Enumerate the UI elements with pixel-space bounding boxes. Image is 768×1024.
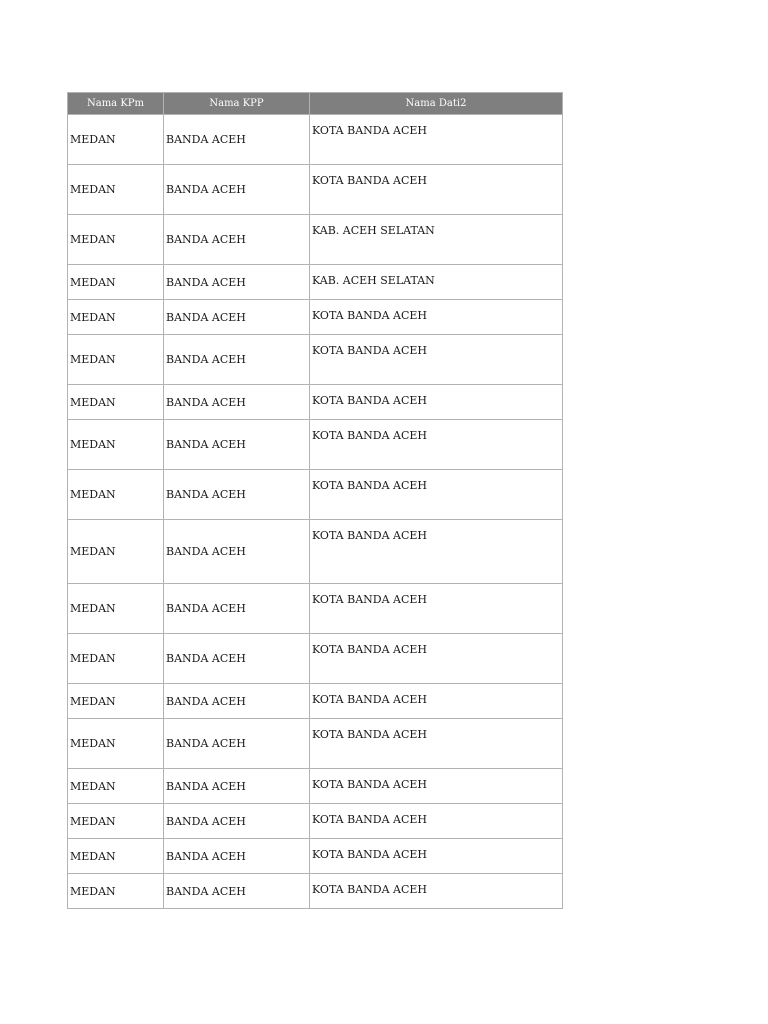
cell-nama-kpp: BANDA ACEH [164, 335, 310, 385]
cell-nama-kpp: BANDA ACEH [164, 584, 310, 634]
cell-nama-kpp: BANDA ACEH [164, 300, 310, 335]
cell-nama-kpm: MEDAN [68, 470, 164, 520]
cell-nama-kpm: MEDAN [68, 874, 164, 909]
cell-nama-kpm: MEDAN [68, 804, 164, 839]
cell-nama-kpm: MEDAN [68, 385, 164, 420]
cell-nama-kpm: MEDAN [68, 300, 164, 335]
cell-nama-dati2: KOTA BANDA ACEH [310, 684, 563, 719]
table-row [68, 420, 563, 470]
table-row [68, 769, 563, 804]
cell-nama-dati2: KOTA BANDA ACEH [310, 115, 563, 165]
cell-nama-dati2: KOTA BANDA ACEH [310, 769, 563, 804]
cell-nama-dati2: KOTA BANDA ACEH [310, 719, 563, 769]
cell-nama-kpp: BANDA ACEH [164, 874, 310, 909]
cell-nama-kpm: MEDAN [68, 115, 164, 165]
cell-nama-dati2: KOTA BANDA ACEH [310, 300, 563, 335]
table-row [68, 520, 563, 584]
table-row [68, 470, 563, 520]
tax-office-table [67, 92, 563, 909]
cell-nama-kpp: BANDA ACEH [164, 839, 310, 874]
cell-nama-dati2: KOTA BANDA ACEH [310, 165, 563, 215]
table-row [68, 115, 563, 165]
cell-nama-dati2: KOTA BANDA ACEH [310, 804, 563, 839]
cell-nama-kpp: BANDA ACEH [164, 634, 310, 684]
table-row [68, 804, 563, 839]
cell-nama-dati2: KOTA BANDA ACEH [310, 520, 563, 584]
table-row [68, 165, 563, 215]
header-nama-kpp: Nama KPP [164, 93, 310, 115]
table-row [68, 634, 563, 684]
header-nama-kpm: Nama KPm [68, 93, 164, 115]
cell-nama-dati2: KAB. ACEH SELATAN [310, 265, 563, 300]
table-row [68, 385, 563, 420]
cell-nama-kpm: MEDAN [68, 584, 164, 634]
cell-nama-dati2: KOTA BANDA ACEH [310, 584, 563, 634]
cell-nama-kpm: MEDAN [68, 420, 164, 470]
cell-nama-kpp: BANDA ACEH [164, 115, 310, 165]
cell-nama-kpm: MEDAN [68, 215, 164, 265]
cell-nama-kpp: BANDA ACEH [164, 520, 310, 584]
cell-nama-kpp: BANDA ACEH [164, 215, 310, 265]
cell-nama-dati2: KOTA BANDA ACEH [310, 470, 563, 520]
table-row [68, 265, 563, 300]
table-body [68, 115, 563, 909]
cell-nama-kpp: BANDA ACEH [164, 804, 310, 839]
table-row [68, 684, 563, 719]
table-row [68, 300, 563, 335]
cell-nama-kpp: BANDA ACEH [164, 769, 310, 804]
cell-nama-kpm: MEDAN [68, 769, 164, 804]
cell-nama-kpp: BANDA ACEH [164, 684, 310, 719]
cell-nama-kpm: MEDAN [68, 520, 164, 584]
header-nama-dati2: Nama Dati2 [310, 93, 563, 115]
cell-nama-kpm: MEDAN [68, 839, 164, 874]
table-row [68, 719, 563, 769]
table-row [68, 215, 563, 265]
cell-nama-dati2: KOTA BANDA ACEH [310, 335, 563, 385]
cell-nama-kpp: BANDA ACEH [164, 165, 310, 215]
cell-nama-kpp: BANDA ACEH [164, 265, 310, 300]
cell-nama-dati2: KOTA BANDA ACEH [310, 839, 563, 874]
cell-nama-kpm: MEDAN [68, 684, 164, 719]
table-row [68, 874, 563, 909]
cell-nama-dati2: KOTA BANDA ACEH [310, 420, 563, 470]
cell-nama-dati2: KAB. ACEH SELATAN [310, 215, 563, 265]
cell-nama-kpp: BANDA ACEH [164, 420, 310, 470]
table-row [68, 335, 563, 385]
cell-nama-kpm: MEDAN [68, 265, 164, 300]
table-row [68, 839, 563, 874]
cell-nama-dati2: KOTA BANDA ACEH [310, 385, 563, 420]
cell-nama-kpp: BANDA ACEH [164, 385, 310, 420]
cell-nama-kpm: MEDAN [68, 634, 164, 684]
table-row [68, 584, 563, 634]
cell-nama-kpp: BANDA ACEH [164, 470, 310, 520]
cell-nama-kpm: MEDAN [68, 719, 164, 769]
cell-nama-dati2: KOTA BANDA ACEH [310, 634, 563, 684]
cell-nama-dati2: KOTA BANDA ACEH [310, 874, 563, 909]
cell-nama-kpp: BANDA ACEH [164, 719, 310, 769]
cell-nama-kpm: MEDAN [68, 335, 164, 385]
table-header-row [68, 93, 563, 115]
cell-nama-kpm: MEDAN [68, 165, 164, 215]
